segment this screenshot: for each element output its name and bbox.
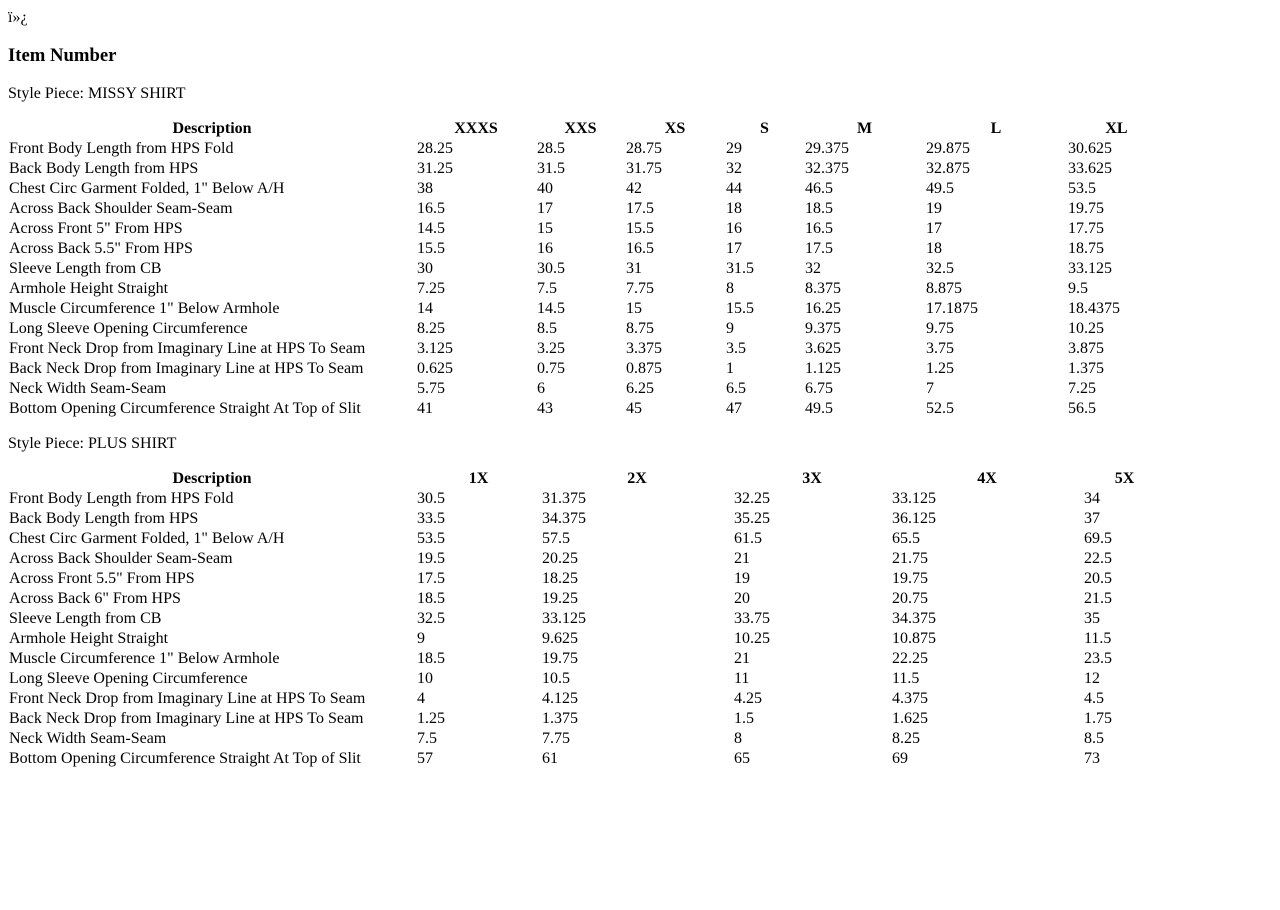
measurement-description: Front Neck Drop from Imaginary Line at HPS To Seam [9,690,366,707]
table-row [8,379,1166,399]
measurement-value: 32.875 [926,160,970,177]
measurement-value: 6 [537,380,545,397]
measurement-value: 11.5 [892,670,920,687]
measurement-value: 73 [1084,750,1100,767]
measurement-value: 3.875 [1068,340,1104,357]
bom-text: ï»¿ [8,9,28,26]
measurement-value: 1.375 [542,710,578,727]
measurement-value: 11 [734,670,750,687]
measurement-value: 9.375 [805,320,841,337]
measurement-value: 20 [734,590,750,607]
measurement-description: Sleeve Length from CB [9,260,162,277]
header-row [8,119,1166,139]
measurement-value: 32.5 [926,260,954,277]
measurement-value: 30 [417,260,433,277]
measurement-description: Neck Width Seam-Seam [9,730,167,747]
measurement-value: 3.75 [926,340,954,357]
measurement-description: Across Back Shoulder Seam-Seam [9,550,233,567]
measurement-value: 17.1875 [926,300,978,317]
measurement-value: 20.75 [892,590,928,607]
measurement-description: Armhole Height Straight [9,630,169,647]
table-row [8,729,1166,749]
measurement-value: 65.5 [892,530,920,547]
table-row [8,159,1166,179]
measurement-value: 10 [417,670,433,687]
measurement-value: 7.25 [1068,380,1096,397]
table-row [8,609,1166,629]
measurement-value: 6.25 [626,380,654,397]
measurement-description: Bottom Opening Circumference Straight At Top of Slit [9,750,361,767]
measurement-value: 28.25 [417,140,453,157]
table-row [8,179,1166,199]
measurement-value: 18.5 [805,200,833,217]
measurement-value: 20.5 [1084,570,1112,587]
table-row [8,319,1166,339]
measurement-value: 4 [417,690,425,707]
measurement-value: 30.5 [537,260,565,277]
measurement-value: 8 [734,730,742,747]
measurement-value: 8.5 [1084,730,1104,747]
measurement-description: Muscle Circumference 1" Below Armhole [9,650,280,667]
measurement-value: 8.5 [537,320,557,337]
measurement-value: 31.75 [626,160,662,177]
table-row [8,749,1166,769]
table-row [8,359,1166,379]
measurement-value: 46.5 [805,180,833,197]
table-row [8,199,1166,219]
measurement-value: 17 [926,220,942,237]
table-row [8,689,1166,709]
measurement-value: 19.5 [417,550,445,567]
measurement-value: 16.25 [805,300,841,317]
measurement-value: 6.75 [805,380,833,397]
measurement-value: 42 [626,180,642,197]
measurement-value: 34.375 [892,610,936,627]
table-row [8,669,1166,689]
measurement-description: Chest Circ Garment Folded, 1" Below A/H [9,180,285,197]
measurement-value: 21.75 [892,550,928,567]
measurement-value: 7.5 [417,730,437,747]
measurement-value: 1.5 [734,710,754,727]
measurement-value: 53.5 [417,530,445,547]
measurement-value: 8.25 [417,320,445,337]
measurement-description: Chest Circ Garment Folded, 1" Below A/H [9,530,285,547]
measurement-description: Back Neck Drop from Imaginary Line at HPS To Seam [9,710,364,727]
measurement-value: 15.5 [626,220,654,237]
measurement-value: 16.5 [626,240,654,257]
measurement-value: 19.75 [1068,200,1104,217]
measurement-value: 57 [417,750,433,767]
measurement-value: 1.25 [417,710,445,727]
table-row [8,239,1166,259]
table-row [8,139,1166,159]
measurement-value: 1.25 [926,360,954,377]
measurement-value: 69.5 [1084,530,1112,547]
measurement-value: 18.75 [1068,240,1104,257]
table-row [8,219,1166,239]
measurement-value: 52.5 [926,400,954,417]
table-row [8,399,1166,419]
measurement-value: 16.5 [417,200,445,217]
measurement-value: 6.5 [726,380,746,397]
measurement-value: 47 [726,400,742,417]
measurement-value: 3.625 [805,340,841,357]
measurement-value: 3.25 [537,340,565,357]
measurement-value: 1.125 [805,360,841,377]
measurement-value: 1.75 [1084,710,1112,727]
measurement-value: 9.625 [542,630,578,647]
measurement-value: 29.875 [926,140,970,157]
spec-table-body [8,139,1166,419]
measurement-value: 23.5 [1084,650,1112,667]
measurement-value: 32.5 [417,610,445,627]
measurement-value: 33.5 [417,510,445,527]
measurement-description: Back Body Length from HPS [9,160,199,177]
column-header-size: 4X [977,470,997,487]
measurement-value: 34.375 [542,510,586,527]
measurement-description: Back Neck Drop from Imaginary Line at HPS To Seam [9,360,364,377]
measurement-value: 10.5 [542,670,570,687]
measurement-value: 10.25 [734,630,770,647]
measurement-value: 41 [417,400,433,417]
column-header-size: XL [1105,120,1128,137]
measurement-value: 33.125 [542,610,586,627]
measurement-value: 9.75 [926,320,954,337]
measurement-value: 14 [417,300,433,317]
table-row [8,489,1166,509]
measurement-value: 30.5 [417,490,445,507]
measurement-description: Long Sleeve Opening Circumference [9,320,248,337]
measurement-value: 7.25 [417,280,445,297]
measurement-value: 1.625 [892,710,928,727]
measurement-value: 17 [537,200,553,217]
spec-table-body [8,489,1166,769]
measurement-description: Sleeve Length from CB [9,610,162,627]
measurement-value: 0.625 [417,360,453,377]
measurement-description: Across Back 5.5" From HPS [9,240,193,257]
measurement-value: 44 [726,180,742,197]
header-row [8,469,1166,489]
page-title: Item Number [8,45,117,66]
measurement-value: 7.75 [626,280,654,297]
measurement-description: Across Back 6" From HPS [9,590,181,607]
measurement-value: 17.5 [626,200,654,217]
column-header-size: 5X [1114,470,1135,487]
measurement-value: 0.75 [537,360,565,377]
table-row [8,279,1166,299]
measurement-value: 4.125 [542,690,578,707]
measurement-value: 49.5 [926,180,954,197]
measurement-value: 32 [805,260,821,277]
measurement-value: 4.5 [1084,690,1104,707]
column-header-size: 2X [627,470,647,487]
measurement-value: 22.25 [892,650,928,667]
measurement-value: 3.375 [626,340,662,357]
table-row [8,649,1166,669]
measurement-value: 28.5 [537,140,565,157]
table-row [8,589,1166,609]
measurement-value: 19.25 [542,590,578,607]
measurement-value: 14.5 [417,220,445,237]
measurement-value: 19.75 [542,650,578,667]
measurement-value: 9.5 [1068,280,1088,297]
measurement-value: 40 [537,180,553,197]
spec-table-header [8,119,1166,139]
spec-table-plus [8,469,1166,769]
style-piece-label-plus: Style Piece: PLUS SHIRT [8,435,177,452]
measurement-value: 15 [626,300,642,317]
measurement-value: 20.25 [542,550,578,567]
column-header-size: XS [664,120,686,137]
column-header-description: Description [172,120,252,137]
column-header-size: M [856,120,873,137]
measurement-value: 10.25 [1068,320,1104,337]
measurement-value: 7.75 [542,730,570,747]
measurement-description: Across Front 5" From HPS [9,220,183,237]
measurement-value: 33.125 [1068,260,1112,277]
measurement-value: 35 [1084,610,1100,627]
measurement-description: Front Body Length from HPS Fold [9,490,234,507]
measurement-value: 5.75 [417,380,445,397]
measurement-value: 33.125 [892,490,936,507]
measurement-description: Long Sleeve Opening Circumference [9,670,248,687]
measurement-value: 8.375 [805,280,841,297]
measurement-value: 3.125 [417,340,453,357]
measurement-value: 38 [417,180,433,197]
measurement-value: 18.5 [417,590,445,607]
measurement-value: 32 [726,160,742,177]
measurement-value: 18.4375 [1068,300,1120,317]
measurement-value: 1.375 [1068,360,1104,377]
measurement-description: Back Body Length from HPS [9,510,199,527]
measurement-value: 4.375 [892,690,928,707]
measurement-value: 31 [626,260,642,277]
measurement-value: 19 [734,570,750,587]
column-header-size: 1X [468,470,489,487]
measurement-value: 15 [537,220,553,237]
measurement-value: 17.5 [417,570,445,587]
measurement-value: 21.5 [1084,590,1112,607]
measurement-value: 9 [726,320,734,337]
column-header-description: Description [172,470,252,487]
measurement-value: 8 [726,280,734,297]
measurement-value: 16 [537,240,553,257]
measurement-value: 16.5 [805,220,833,237]
measurement-value: 29.375 [805,140,849,157]
measurement-value: 18 [926,240,942,257]
measurement-value: 8.75 [626,320,654,337]
measurement-value: 12 [1084,670,1100,687]
measurement-value: 32.25 [734,490,770,507]
measurement-value: 10.875 [892,630,936,647]
measurement-value: 31.375 [542,490,586,507]
measurement-description: Front Neck Drop from Imaginary Line at HPS To Seam [9,340,366,357]
measurement-value: 8.25 [892,730,920,747]
column-header-size: XXXS [454,120,498,137]
measurement-value: 57.5 [542,530,570,547]
measurement-value: 36.125 [892,510,936,527]
table-row [8,569,1166,589]
measurement-value: 61.5 [734,530,762,547]
measurement-value: 49.5 [805,400,833,417]
table-row [8,549,1166,569]
measurement-value: 18 [726,200,742,217]
measurement-value: 1 [726,360,734,377]
table-row [8,629,1166,649]
spec-table-header [8,469,1166,489]
measurement-value: 34 [1084,490,1100,507]
table-row [8,259,1166,279]
measurement-value: 37 [1084,510,1100,527]
measurement-value: 31.5 [537,160,565,177]
measurement-description: Bottom Opening Circumference Straight At Top of Slit [9,400,361,417]
measurement-value: 22.5 [1084,550,1112,567]
measurement-value: 28.75 [626,140,662,157]
measurement-description: Muscle Circumference 1" Below Armhole [9,300,280,317]
measurement-value: 56.5 [1068,400,1096,417]
measurement-value: 35.25 [734,510,770,527]
column-header-size: 3X [802,470,822,487]
measurement-value: 61 [542,750,558,767]
table-row [8,509,1166,529]
measurement-value: 43 [537,400,553,417]
measurement-value: 21 [734,650,750,667]
measurement-value: 7 [926,380,934,397]
measurement-value: 17.75 [1068,220,1104,237]
style-piece-label-missy: Style Piece: MISSY SHIRT [8,85,186,102]
measurement-value: 18.25 [542,570,578,587]
measurement-value: 4.25 [734,690,762,707]
column-header-size: S [760,120,769,137]
measurement-value: 53.5 [1068,180,1096,197]
measurement-value: 65 [734,750,750,767]
measurement-description: Across Front 5.5" From HPS [9,570,195,587]
measurement-value: 3.5 [726,340,746,357]
measurement-value: 21 [734,550,750,567]
measurement-value: 16 [726,220,742,237]
measurement-value: 19.75 [892,570,928,587]
measurement-value: 32.375 [805,160,849,177]
measurement-value: 18.5 [417,650,445,667]
measurement-value: 14.5 [537,300,565,317]
measurement-value: 9 [417,630,425,647]
table-row [8,339,1166,359]
measurement-value: 0.875 [626,360,662,377]
measurement-value: 30.625 [1068,140,1112,157]
measurement-value: 11.5 [1084,630,1112,647]
measurement-description: Front Body Length from HPS Fold [9,140,234,157]
measurement-value: 17.5 [805,240,833,257]
measurement-description: Across Back Shoulder Seam-Seam [9,200,233,217]
measurement-description: Neck Width Seam-Seam [9,380,167,397]
spec-table-missy [8,119,1166,419]
table-row [8,709,1166,729]
measurement-value: 33.625 [1068,160,1112,177]
measurement-value: 31.25 [417,160,453,177]
measurement-value: 69 [892,750,908,767]
table-row [8,529,1166,549]
measurement-value: 29 [726,140,742,157]
measurement-value: 31.5 [726,260,754,277]
measurement-value: 17 [726,240,742,257]
table-row [8,299,1166,319]
column-header-size: XXS [564,120,597,137]
column-header-size: L [990,120,1002,137]
measurement-value: 45 [626,400,642,417]
measurement-description: Armhole Height Straight [9,280,169,297]
measurement-value: 7.5 [537,280,557,297]
measurement-value: 15.5 [417,240,445,257]
measurement-value: 33.75 [734,610,770,627]
measurement-value: 8.875 [926,280,962,297]
measurement-value: 15.5 [726,300,754,317]
measurement-value: 19 [926,200,942,217]
